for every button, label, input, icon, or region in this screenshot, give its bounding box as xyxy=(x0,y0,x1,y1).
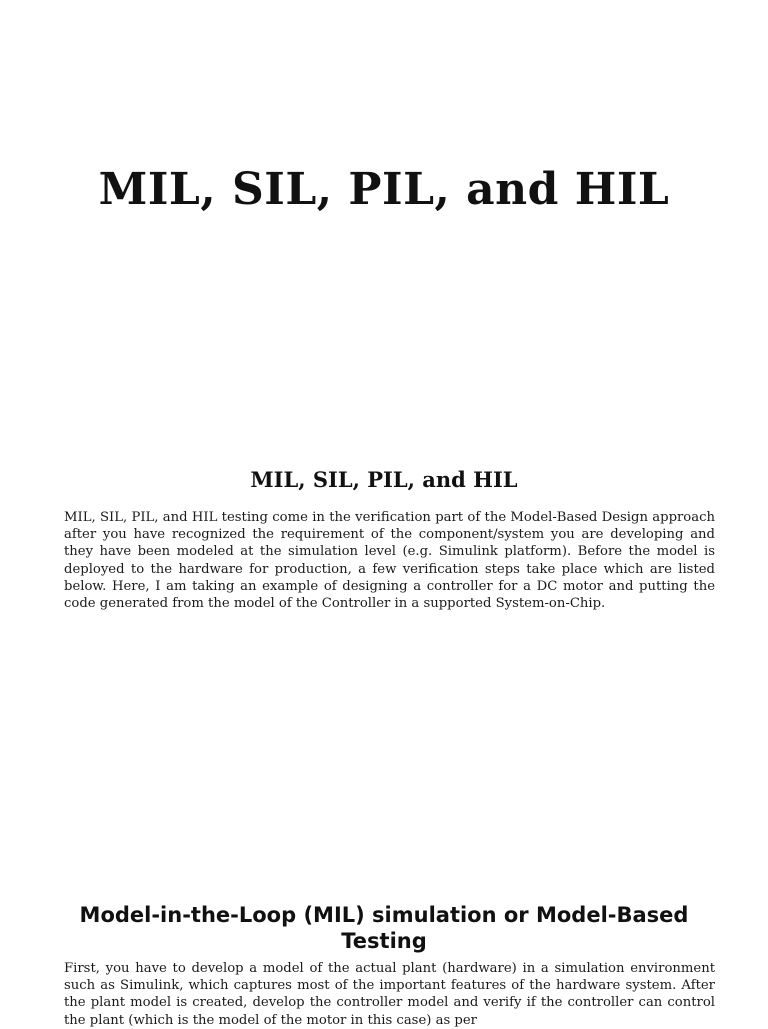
mil-section-heading: Model-in-the-Loop (MIL) simulation or Model-Based Testing xyxy=(79,903,689,953)
section-heading: MIL, SIL, PIL, and HIL xyxy=(250,467,518,492)
intro-paragraph: MIL, SIL, PIL, and HIL testing come in the verification part of the Model-Based Design approach after you have recognized the requirement of the component/system you are developing and they have been modeled at the simulation level (e.g. Simulink platform). Before the model is deployed to the hardware for production, a few verification steps take place which are listed below. Here, I am taking an example of designing a controller for a DC motor and putting the code generated from the model of the Controller in a supported System-on-Chip. xyxy=(64,510,715,612)
mil-paragraph: First, you have to develop a model of the actual plant (hardware) in a simulation environment such as Simulink, which captures most of the important features of the hardware system. After the plant model is created, develop the controller model and verify if the controller can control the plant (which is the model of the motor in this case) as per xyxy=(64,961,715,1028)
page-title: MIL, SIL, PIL, and HIL xyxy=(98,164,670,215)
